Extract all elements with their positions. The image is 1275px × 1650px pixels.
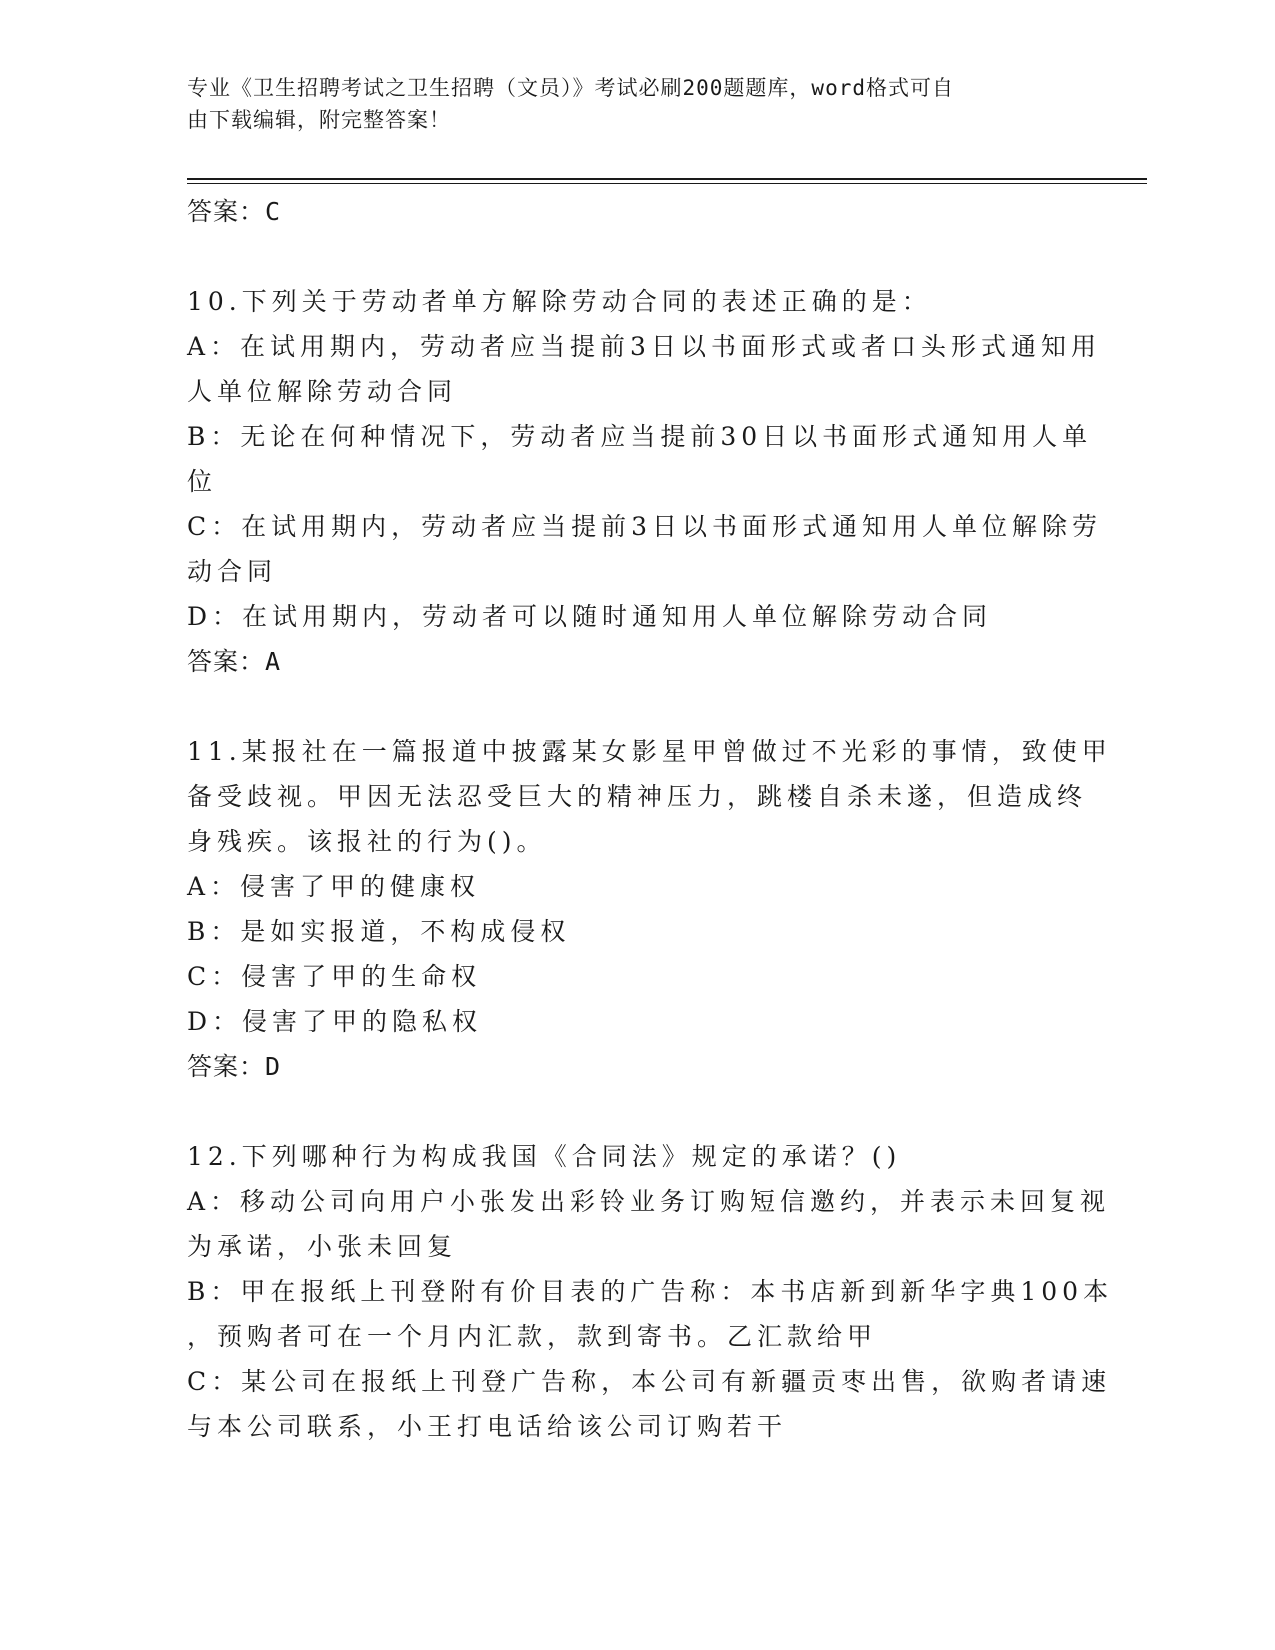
question-stem: 身残疾。该报社的行为()。 <box>187 827 547 856</box>
option-b: B：是如实报道，不构成侵权 <box>187 917 571 946</box>
option-b: B：无论在何种情况下，劳动者应当提前30日以书面形式通知用人单 位 <box>187 422 1093 496</box>
option-d: D：在试用期内，劳动者可以随时通知用人单位解除劳动合同 <box>187 602 993 631</box>
option-c: C：在试用期内，劳动者应当提前3日以书面形式通知用人单位解除劳 动合同 <box>187 512 1103 586</box>
answer-label: 答案： <box>187 197 266 226</box>
question-10 <box>187 279 1103 684</box>
answer-key: A <box>265 647 282 676</box>
question-answer <box>187 639 1067 684</box>
option-a: A：移动公司向用户小张发出彩铃业务订购短信邀约，并表示未回复视 为承诺，小张未回复 <box>187 1187 1111 1261</box>
answer-label: 答案： <box>187 647 266 676</box>
header-rule-thin <box>187 183 1147 184</box>
question-stem: 10.下列关于劳动者单方解除劳动合同的表述正确的是： <box>187 287 932 316</box>
option-c: C：某公司在报纸上刊登广告称，本公司有新疆贡枣出售，欲购者请速 与本公司联系，小王打电话给该公司订购若干 <box>187 1367 1112 1441</box>
answer-key: C <box>265 197 282 226</box>
header-line-1: 专业《卫生招聘考试之卫生招聘（文员）》考试必刷200题题库，word格式可自 <box>187 76 954 100</box>
option-a: A：侵害了甲的健康权 <box>187 872 481 901</box>
option-b: B：甲在报纸上刊登附有价目表的广告称：本书店新到新华字典100本 ，预购者可在一个月内汇款，款到寄书。乙汇款给甲 <box>187 1277 1114 1351</box>
question-answer <box>187 1044 1067 1089</box>
previous-answer <box>187 189 1067 234</box>
question-stem: 备受歧视。甲因无法忍受巨大的精神压力，跳楼自杀未遂，但造成终 <box>187 782 1088 811</box>
option-d: D：侵害了甲的隐私权 <box>187 1007 483 1036</box>
question-stem: 11.某报社在一篇报道中披露某女影星甲曾做过不光彩的事情，致使甲 <box>187 737 1112 766</box>
answer-label: 答案： <box>187 1052 266 1081</box>
option-a: A：在试用期内，劳动者应当提前3日以书面形式或者口头形式通知用 人单位解除劳动合同 <box>187 332 1101 406</box>
option-c: C：侵害了甲的生命权 <box>187 962 482 991</box>
header-line-2: 由下载编辑，附完整答案！ <box>187 108 451 132</box>
header-rule-thick <box>187 178 1147 180</box>
question-stem: 12.下列哪种行为构成我国《合同法》规定的承诺？() <box>187 1142 902 1171</box>
question-11 <box>187 729 1112 1089</box>
document-body <box>187 189 1114 1449</box>
document-header <box>187 72 1067 136</box>
answer-key: D <box>265 1052 282 1081</box>
question-12 <box>187 1134 1114 1449</box>
